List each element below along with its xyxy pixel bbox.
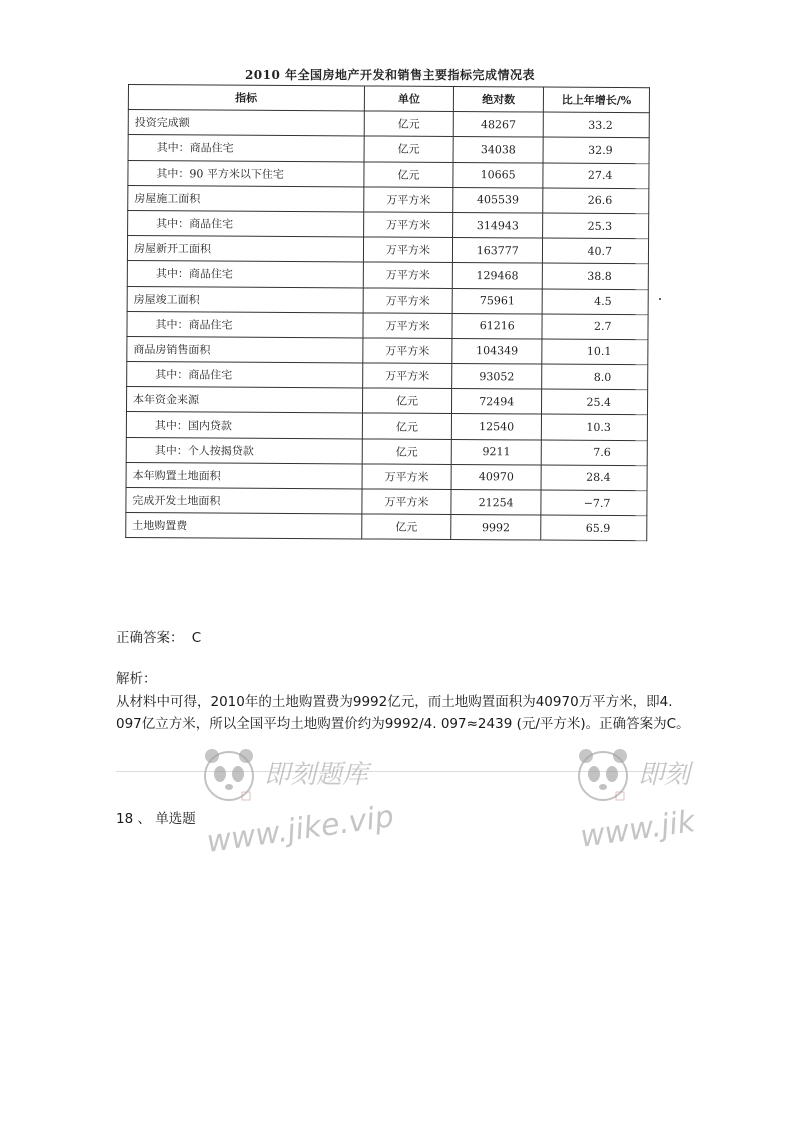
table-row	[127, 261, 648, 289]
growth-cell: 33.2	[543, 112, 649, 138]
growth-cell: 2.7	[542, 314, 648, 340]
value-cell: 9211	[452, 439, 542, 465]
unit-cell: 万平方米	[363, 313, 453, 339]
table-row	[126, 513, 647, 541]
value-cell: 21254	[451, 489, 541, 515]
unit-cell: 万平方米	[363, 237, 453, 263]
value-cell: 10665	[453, 162, 543, 188]
table-row	[126, 487, 647, 515]
watermark-cn-cut: 即刻	[638, 760, 691, 790]
indicator-cell: 本年资金来源	[126, 387, 362, 414]
growth-cell: 4.5	[542, 289, 648, 315]
indicator-cell: 投资完成额	[128, 110, 364, 137]
divider	[116, 771, 686, 772]
unit-cell: 万平方米	[362, 363, 452, 389]
unit-cell: 万平方米	[363, 187, 453, 213]
value-cell: 12540	[452, 414, 542, 440]
growth-cell: 40.7	[543, 238, 649, 264]
value-cell: 34038	[453, 137, 543, 163]
unit-cell: 亿元	[364, 111, 454, 137]
value-cell: 405539	[453, 187, 543, 213]
unit-cell: 亿元	[362, 388, 452, 414]
indicator-cell: 其中：个人按揭贷款	[126, 437, 362, 464]
indicator-cell: 房屋竣工面积	[127, 286, 363, 313]
value-cell: 129468	[453, 263, 543, 289]
table-row	[127, 311, 648, 339]
growth-cell: 65.9	[541, 515, 647, 541]
correct-answer	[116, 626, 201, 646]
table-title: 2010 年全国房地产开发和销售主要指标完成情况表	[244, 68, 536, 82]
unit-cell: 亿元	[361, 514, 451, 540]
indicator-cell: 完成开发土地面积	[126, 487, 362, 514]
growth-cell: 32.9	[543, 137, 649, 163]
unit-cell: 亿元	[364, 136, 454, 162]
indicator-cell: 其中：国内贷款	[126, 412, 362, 439]
growth-cell: 26.6	[543, 188, 649, 214]
growth-cell: 27.4	[543, 163, 649, 189]
value-cell: 163777	[453, 238, 543, 264]
table-row	[127, 286, 648, 314]
watermark-url-cut: www.jik	[578, 804, 698, 855]
stats-table	[125, 84, 650, 542]
panda-logo-icon	[198, 742, 260, 808]
watermark-right	[572, 742, 698, 872]
table-row	[127, 362, 648, 390]
table-row	[126, 387, 647, 415]
growth-cell: 25.4	[542, 389, 648, 415]
growth-cell: 38.8	[542, 263, 648, 289]
growth-cell: 25.3	[543, 213, 649, 239]
table-row	[126, 437, 647, 465]
growth-cell: 10.3	[541, 414, 647, 440]
value-cell: 314943	[453, 212, 543, 238]
table-header-row	[128, 85, 649, 113]
value-cell: 93052	[452, 364, 542, 390]
indicator-cell: 商品房销售面积	[127, 336, 363, 363]
growth-cell: 10.1	[542, 339, 648, 365]
watermark-url: www.jike.vip	[204, 799, 396, 860]
panda-logo-icon	[572, 742, 634, 808]
table-row	[128, 210, 649, 238]
watermark-cn: 即刻题库	[264, 760, 369, 790]
indicator-cell: 土地购置费	[126, 513, 362, 540]
indicator-cell: 其中：商品住宅	[127, 311, 363, 338]
growth-cell: 7.6	[541, 440, 647, 466]
unit-cell: 亿元	[363, 162, 453, 188]
header-unit: 单位	[364, 86, 454, 112]
value-cell: 61216	[452, 313, 542, 339]
stray-dot	[659, 298, 661, 300]
header-indicator: 指标	[128, 85, 364, 112]
indicator-cell: 房屋新开工面积	[127, 236, 363, 263]
unit-cell: 万平方米	[363, 262, 453, 288]
value-cell: 75961	[452, 288, 542, 314]
table-row	[127, 336, 648, 364]
value-cell: 72494	[452, 389, 542, 415]
unit-cell: 万平方米	[361, 489, 451, 515]
indicator-cell: 本年购置土地面积	[126, 462, 362, 489]
growth-cell: 8.0	[542, 364, 648, 390]
unit-cell: 万平方米	[363, 287, 453, 313]
unit-cell: 万平方米	[362, 338, 452, 364]
value-cell: 9992	[451, 515, 541, 541]
question-label: 18 、 单选题	[116, 811, 196, 827]
growth-cell: −7.7	[541, 490, 647, 516]
table-row	[128, 135, 649, 163]
unit-cell: 亿元	[362, 439, 452, 465]
table-row	[126, 462, 647, 490]
watermark-left	[198, 742, 418, 872]
indicator-cell: 房屋施工面积	[128, 185, 364, 212]
indicator-cell: 其中：商品住宅	[128, 135, 364, 162]
value-cell: 40970	[451, 464, 541, 490]
table-row	[126, 412, 647, 440]
indicator-cell: 其中：商品住宅	[128, 210, 364, 237]
header-growth: 比上年增长/%	[543, 87, 649, 113]
analysis-text: 从材料中可得，2010年的土地购置费为9992亿元，而土地购置面积为40970万平方米，即4. 097亿立方米，所以全国平均土地购置价约为9992/4. 097≈2439 (元/平方米)。正确答案为C。	[116, 694, 690, 732]
table-row	[128, 110, 649, 138]
unit-cell: 万平方米	[362, 464, 452, 490]
value-cell: 48267	[454, 112, 544, 138]
indicator-cell: 其中：商品住宅	[127, 362, 363, 389]
analysis-label: 解析：	[116, 671, 157, 687]
indicator-cell: 其中：商品住宅	[127, 261, 363, 288]
growth-cell: 28.4	[541, 465, 647, 491]
unit-cell: 亿元	[362, 413, 452, 439]
table-row	[128, 160, 649, 188]
table-row	[127, 236, 648, 264]
indicator-cell: 其中：90 平方米以下住宅	[128, 160, 364, 187]
value-cell: 104349	[452, 338, 542, 364]
unit-cell: 万平方米	[363, 212, 453, 238]
answer-label: 正确答案：	[116, 630, 184, 646]
header-value: 绝对数	[454, 86, 544, 112]
table-row	[128, 185, 649, 213]
answer-value: C	[191, 630, 202, 646]
